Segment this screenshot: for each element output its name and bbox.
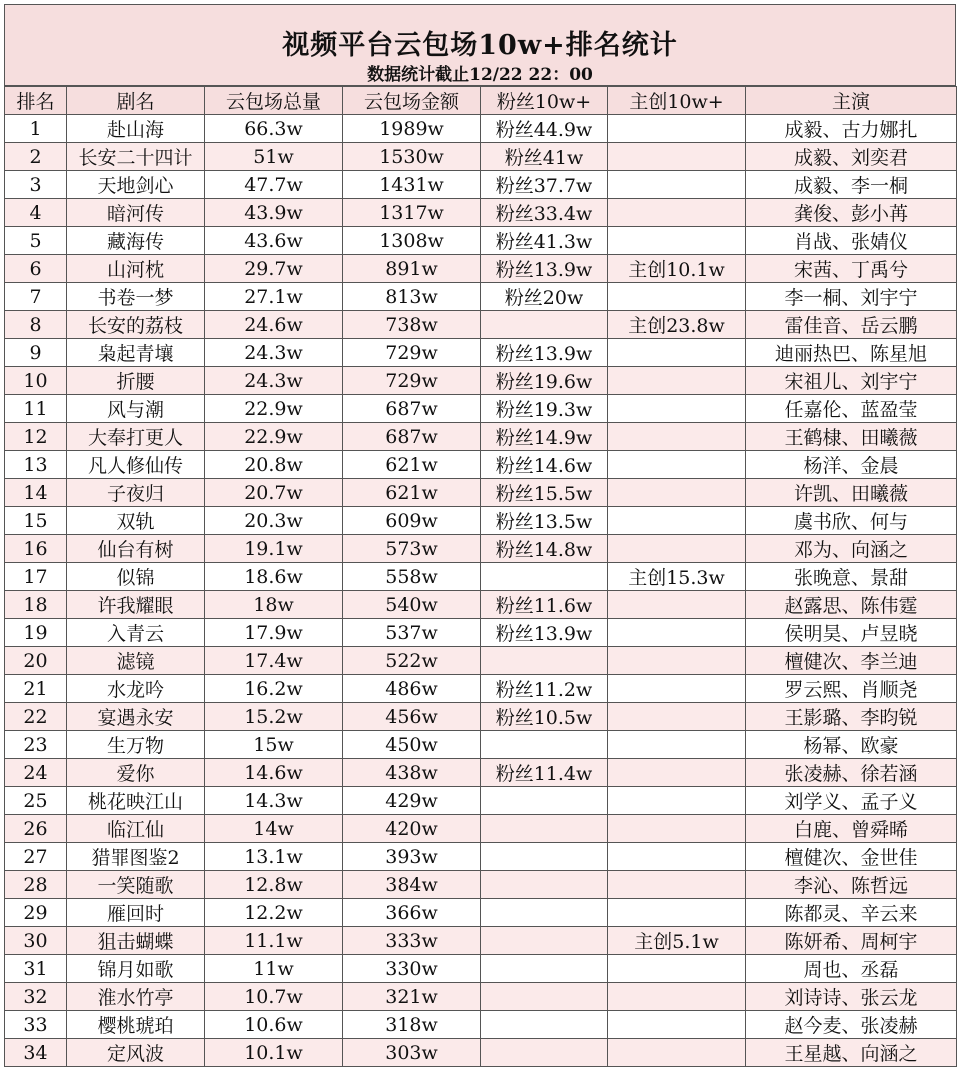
title-cell: 宴遇永安 xyxy=(67,703,205,731)
total-cell: 14.3w xyxy=(205,787,343,815)
table-row xyxy=(5,227,957,255)
header-row xyxy=(5,87,957,115)
creator-cell xyxy=(608,675,746,703)
rank-cell: 12 xyxy=(5,423,67,451)
table-row xyxy=(5,759,957,787)
table-row xyxy=(5,619,957,647)
table-row xyxy=(5,787,957,815)
creator-cell xyxy=(608,339,746,367)
creator-cell xyxy=(608,899,746,927)
title-cell: 枭起青壤 xyxy=(67,339,205,367)
total-cell: 47.7w xyxy=(205,171,343,199)
total-cell: 24.3w xyxy=(205,339,343,367)
total-cell: 24.6w xyxy=(205,311,343,339)
total-cell: 51w xyxy=(205,143,343,171)
amount-cell: 384w xyxy=(343,871,481,899)
ranking-sheet xyxy=(4,4,956,1067)
fans-cell: 粉丝13.5w xyxy=(481,507,608,535)
cast-cell: 王星越、向涵之 xyxy=(746,1039,957,1067)
rank-cell: 33 xyxy=(5,1011,67,1039)
title-cell: 长安二十四计 xyxy=(67,143,205,171)
table-row xyxy=(5,983,957,1011)
amount-cell: 1431w xyxy=(343,171,481,199)
header-rank: 排名 xyxy=(5,87,67,115)
cast-cell: 罗云熙、肖顺尧 xyxy=(746,675,957,703)
header-cast: 主演 xyxy=(746,87,957,115)
ranking-table xyxy=(4,86,957,1067)
cast-cell: 周也、丞磊 xyxy=(746,955,957,983)
title-cell: 书卷一梦 xyxy=(67,283,205,311)
title-cell: 天地剑心 xyxy=(67,171,205,199)
cast-cell: 刘诗诗、张云龙 xyxy=(746,983,957,1011)
fans-cell: 粉丝11.2w xyxy=(481,675,608,703)
total-cell: 20.3w xyxy=(205,507,343,535)
fans-cell: 粉丝19.6w xyxy=(481,367,608,395)
title-cell: 凡人修仙传 xyxy=(67,451,205,479)
creator-cell xyxy=(608,815,746,843)
table-row xyxy=(5,143,957,171)
fans-cell xyxy=(481,1039,608,1067)
creator-cell xyxy=(608,367,746,395)
rank-cell: 11 xyxy=(5,395,67,423)
creator-cell xyxy=(608,955,746,983)
rank-cell: 1 xyxy=(5,115,67,143)
table-row xyxy=(5,451,957,479)
total-cell: 12.2w xyxy=(205,899,343,927)
creator-cell: 主创15.3w xyxy=(608,563,746,591)
creator-cell xyxy=(608,647,746,675)
fans-cell: 粉丝14.6w xyxy=(481,451,608,479)
rank-cell: 14 xyxy=(5,479,67,507)
total-cell: 29.7w xyxy=(205,255,343,283)
creator-cell xyxy=(608,199,746,227)
total-cell: 24.3w xyxy=(205,367,343,395)
amount-cell: 450w xyxy=(343,731,481,759)
title-cell: 子夜归 xyxy=(67,479,205,507)
creator-cell xyxy=(608,731,746,759)
total-cell: 18w xyxy=(205,591,343,619)
title-cell: 双轨 xyxy=(67,507,205,535)
title-cell: 似锦 xyxy=(67,563,205,591)
total-cell: 27.1w xyxy=(205,283,343,311)
fans-cell xyxy=(481,647,608,675)
table-row xyxy=(5,283,957,311)
creator-cell xyxy=(608,507,746,535)
title-cell: 桃花映江山 xyxy=(67,787,205,815)
header-fans: 粉丝10w+ xyxy=(481,87,608,115)
table-row xyxy=(5,1039,957,1067)
fans-cell xyxy=(481,983,608,1011)
amount-cell: 891w xyxy=(343,255,481,283)
total-cell: 43.6w xyxy=(205,227,343,255)
cast-cell: 赵露思、陈伟霆 xyxy=(746,591,957,619)
table-row xyxy=(5,1011,957,1039)
table-row xyxy=(5,647,957,675)
cast-cell: 成毅、刘奕君 xyxy=(746,143,957,171)
amount-cell: 1530w xyxy=(343,143,481,171)
table-row xyxy=(5,675,957,703)
total-cell: 10.7w xyxy=(205,983,343,1011)
amount-cell: 438w xyxy=(343,759,481,787)
table-row xyxy=(5,479,957,507)
amount-cell: 621w xyxy=(343,451,481,479)
fans-cell: 粉丝20w xyxy=(481,283,608,311)
rank-cell: 17 xyxy=(5,563,67,591)
rank-cell: 15 xyxy=(5,507,67,535)
fans-cell: 粉丝41w xyxy=(481,143,608,171)
rank-cell: 6 xyxy=(5,255,67,283)
cast-cell: 许凯、田曦薇 xyxy=(746,479,957,507)
fans-cell xyxy=(481,871,608,899)
cast-cell: 陈妍希、周柯宇 xyxy=(746,927,957,955)
cast-cell: 陈都灵、辛云来 xyxy=(746,899,957,927)
table-row xyxy=(5,395,957,423)
fans-cell: 粉丝33.4w xyxy=(481,199,608,227)
cast-cell: 邓为、向涵之 xyxy=(746,535,957,563)
amount-cell: 393w xyxy=(343,843,481,871)
creator-cell xyxy=(608,171,746,199)
amount-cell: 558w xyxy=(343,563,481,591)
title-cell: 狙击蝴蝶 xyxy=(67,927,205,955)
cast-cell: 虞书欣、何与 xyxy=(746,507,957,535)
title-cell: 水龙吟 xyxy=(67,675,205,703)
amount-cell: 420w xyxy=(343,815,481,843)
cast-cell: 李沁、陈哲远 xyxy=(746,871,957,899)
title-box xyxy=(4,4,956,86)
title-cell: 樱桃琥珀 xyxy=(67,1011,205,1039)
rank-cell: 7 xyxy=(5,283,67,311)
total-cell: 22.9w xyxy=(205,395,343,423)
table-row xyxy=(5,731,957,759)
amount-cell: 1317w xyxy=(343,199,481,227)
creator-cell xyxy=(608,703,746,731)
rank-cell: 3 xyxy=(5,171,67,199)
rank-cell: 32 xyxy=(5,983,67,1011)
rank-cell: 8 xyxy=(5,311,67,339)
amount-cell: 537w xyxy=(343,619,481,647)
fans-cell: 粉丝11.4w xyxy=(481,759,608,787)
title-cell: 生万物 xyxy=(67,731,205,759)
title-cell: 折腰 xyxy=(67,367,205,395)
table-row xyxy=(5,311,957,339)
total-cell: 13.1w xyxy=(205,843,343,871)
table-row xyxy=(5,927,957,955)
total-cell: 18.6w xyxy=(205,563,343,591)
table-row xyxy=(5,871,957,899)
table-row xyxy=(5,563,957,591)
amount-cell: 330w xyxy=(343,955,481,983)
fans-cell: 粉丝41.3w xyxy=(481,227,608,255)
cast-cell: 侯明昊、卢昱晓 xyxy=(746,619,957,647)
total-cell: 15.2w xyxy=(205,703,343,731)
fans-cell: 粉丝13.9w xyxy=(481,255,608,283)
rank-cell: 19 xyxy=(5,619,67,647)
total-cell: 10.6w xyxy=(205,1011,343,1039)
creator-cell xyxy=(608,1011,746,1039)
table-row xyxy=(5,815,957,843)
rank-cell: 18 xyxy=(5,591,67,619)
title-cell: 淮水竹亭 xyxy=(67,983,205,1011)
total-cell: 66.3w xyxy=(205,115,343,143)
title-cell: 滤镜 xyxy=(67,647,205,675)
amount-cell: 366w xyxy=(343,899,481,927)
fans-cell xyxy=(481,563,608,591)
creator-cell xyxy=(608,619,746,647)
cast-cell: 雷佳音、岳云鹏 xyxy=(746,311,957,339)
total-cell: 15w xyxy=(205,731,343,759)
rank-cell: 20 xyxy=(5,647,67,675)
fans-cell: 粉丝13.9w xyxy=(481,339,608,367)
table-row xyxy=(5,535,957,563)
table-row xyxy=(5,899,957,927)
title-cell: 定风波 xyxy=(67,1039,205,1067)
creator-cell: 主创10.1w xyxy=(608,255,746,283)
rank-cell: 22 xyxy=(5,703,67,731)
creator-cell xyxy=(608,871,746,899)
rank-cell: 16 xyxy=(5,535,67,563)
total-cell: 43.9w xyxy=(205,199,343,227)
amount-cell: 729w xyxy=(343,339,481,367)
table-row xyxy=(5,703,957,731)
amount-cell: 573w xyxy=(343,535,481,563)
amount-cell: 318w xyxy=(343,1011,481,1039)
fans-cell xyxy=(481,1011,608,1039)
creator-cell: 主创5.1w xyxy=(608,927,746,955)
fans-cell: 粉丝15.5w xyxy=(481,479,608,507)
total-cell: 12.8w xyxy=(205,871,343,899)
title-cell: 雁回时 xyxy=(67,899,205,927)
rank-cell: 27 xyxy=(5,843,67,871)
fans-cell: 粉丝44.9w xyxy=(481,115,608,143)
rank-cell: 29 xyxy=(5,899,67,927)
table-row xyxy=(5,199,957,227)
cast-cell: 宋茜、丁禹兮 xyxy=(746,255,957,283)
amount-cell: 738w xyxy=(343,311,481,339)
total-cell: 19.1w xyxy=(205,535,343,563)
rank-cell: 25 xyxy=(5,787,67,815)
total-cell: 11.1w xyxy=(205,927,343,955)
cast-cell: 白鹿、曾舜晞 xyxy=(746,815,957,843)
cast-cell: 赵今麦、张凌赫 xyxy=(746,1011,957,1039)
table-row xyxy=(5,423,957,451)
rank-cell: 26 xyxy=(5,815,67,843)
total-cell: 11w xyxy=(205,955,343,983)
title-cell: 临江仙 xyxy=(67,815,205,843)
fans-cell: 粉丝10.5w xyxy=(481,703,608,731)
creator-cell xyxy=(608,283,746,311)
amount-cell: 333w xyxy=(343,927,481,955)
title-cell: 许我耀眼 xyxy=(67,591,205,619)
fans-cell xyxy=(481,787,608,815)
rank-cell: 13 xyxy=(5,451,67,479)
cast-cell: 张晚意、景甜 xyxy=(746,563,957,591)
cast-cell: 迪丽热巴、陈星旭 xyxy=(746,339,957,367)
cast-cell: 肖战、张婧仪 xyxy=(746,227,957,255)
creator-cell xyxy=(608,759,746,787)
table-row xyxy=(5,507,957,535)
amount-cell: 522w xyxy=(343,647,481,675)
table-row xyxy=(5,115,957,143)
title-cell: 风与潮 xyxy=(67,395,205,423)
page-title: 视频平台云包场10w+排名统计 xyxy=(282,30,678,61)
amount-cell: 303w xyxy=(343,1039,481,1067)
title-cell: 暗河传 xyxy=(67,199,205,227)
rank-cell: 28 xyxy=(5,871,67,899)
cast-cell: 龚俊、彭小苒 xyxy=(746,199,957,227)
title-cell: 山河枕 xyxy=(67,255,205,283)
total-cell: 16.2w xyxy=(205,675,343,703)
fans-cell: 粉丝14.8w xyxy=(481,535,608,563)
title-cell: 赴山海 xyxy=(67,115,205,143)
fans-cell: 粉丝13.9w xyxy=(481,619,608,647)
creator-cell xyxy=(608,451,746,479)
total-cell: 20.8w xyxy=(205,451,343,479)
header-title: 剧名 xyxy=(67,87,205,115)
title-cell: 长安的荔枝 xyxy=(67,311,205,339)
table-row xyxy=(5,843,957,871)
rank-cell: 9 xyxy=(5,339,67,367)
amount-cell: 429w xyxy=(343,787,481,815)
title-cell: 爱你 xyxy=(67,759,205,787)
title-cell: 一笑随歌 xyxy=(67,871,205,899)
creator-cell xyxy=(608,787,746,815)
amount-cell: 621w xyxy=(343,479,481,507)
creator-cell xyxy=(608,535,746,563)
cast-cell: 宋祖儿、刘宇宁 xyxy=(746,367,957,395)
table-row xyxy=(5,255,957,283)
rank-cell: 21 xyxy=(5,675,67,703)
rank-cell: 23 xyxy=(5,731,67,759)
creator-cell xyxy=(608,1039,746,1067)
header-total: 云包场总量 xyxy=(205,87,343,115)
cast-cell: 任嘉伦、蓝盈莹 xyxy=(746,395,957,423)
amount-cell: 1989w xyxy=(343,115,481,143)
amount-cell: 813w xyxy=(343,283,481,311)
creator-cell xyxy=(608,479,746,507)
creator-cell xyxy=(608,395,746,423)
creator-cell xyxy=(608,843,746,871)
title-cell: 藏海传 xyxy=(67,227,205,255)
total-cell: 14w xyxy=(205,815,343,843)
amount-cell: 486w xyxy=(343,675,481,703)
cast-cell: 檀健次、李兰迪 xyxy=(746,647,957,675)
creator-cell: 主创23.8w xyxy=(608,311,746,339)
total-cell: 14.6w xyxy=(205,759,343,787)
fans-cell xyxy=(481,899,608,927)
header-creator: 主创10w+ xyxy=(608,87,746,115)
creator-cell xyxy=(608,591,746,619)
rank-cell: 10 xyxy=(5,367,67,395)
cast-cell: 成毅、古力娜扎 xyxy=(746,115,957,143)
rank-cell: 2 xyxy=(5,143,67,171)
amount-cell: 687w xyxy=(343,395,481,423)
creator-cell xyxy=(608,423,746,451)
fans-cell xyxy=(481,311,608,339)
total-cell: 22.9w xyxy=(205,423,343,451)
amount-cell: 321w xyxy=(343,983,481,1011)
amount-cell: 1308w xyxy=(343,227,481,255)
table-row xyxy=(5,367,957,395)
amount-cell: 609w xyxy=(343,507,481,535)
title-cell: 仙台有树 xyxy=(67,535,205,563)
header-amount: 云包场金额 xyxy=(343,87,481,115)
fans-cell: 粉丝14.9w xyxy=(481,423,608,451)
fans-cell xyxy=(481,731,608,759)
fans-cell: 粉丝11.6w xyxy=(481,591,608,619)
fans-cell xyxy=(481,815,608,843)
title-cell: 锦月如歌 xyxy=(67,955,205,983)
cast-cell: 刘学义、孟子义 xyxy=(746,787,957,815)
fans-cell xyxy=(481,843,608,871)
rank-cell: 34 xyxy=(5,1039,67,1067)
table-row xyxy=(5,339,957,367)
total-cell: 17.9w xyxy=(205,619,343,647)
cast-cell: 杨幂、欧豪 xyxy=(746,731,957,759)
total-cell: 17.4w xyxy=(205,647,343,675)
creator-cell xyxy=(608,983,746,1011)
rank-cell: 4 xyxy=(5,199,67,227)
rank-cell: 31 xyxy=(5,955,67,983)
cast-cell: 张凌赫、徐若涵 xyxy=(746,759,957,787)
amount-cell: 687w xyxy=(343,423,481,451)
cast-cell: 成毅、李一桐 xyxy=(746,171,957,199)
creator-cell xyxy=(608,115,746,143)
amount-cell: 456w xyxy=(343,703,481,731)
cast-cell: 王鹤棣、田曦薇 xyxy=(746,423,957,451)
creator-cell xyxy=(608,227,746,255)
table-row xyxy=(5,171,957,199)
cast-cell: 李一桐、刘宇宁 xyxy=(746,283,957,311)
total-cell: 20.7w xyxy=(205,479,343,507)
title-cell: 入青云 xyxy=(67,619,205,647)
cast-cell: 王影璐、李昀锐 xyxy=(746,703,957,731)
amount-cell: 540w xyxy=(343,591,481,619)
rank-cell: 5 xyxy=(5,227,67,255)
total-cell: 10.1w xyxy=(205,1039,343,1067)
title-cell: 猎罪图鉴2 xyxy=(67,843,205,871)
fans-cell: 粉丝37.7w xyxy=(481,171,608,199)
cast-cell: 杨洋、金晨 xyxy=(746,451,957,479)
fans-cell xyxy=(481,955,608,983)
rank-cell: 30 xyxy=(5,927,67,955)
table-row xyxy=(5,955,957,983)
title-cell: 大奉打更人 xyxy=(67,423,205,451)
table-row xyxy=(5,591,957,619)
page-subtitle: 数据统计截止12/22 22：00 xyxy=(367,65,593,85)
creator-cell xyxy=(608,143,746,171)
fans-cell: 粉丝19.3w xyxy=(481,395,608,423)
fans-cell xyxy=(481,927,608,955)
cast-cell: 檀健次、金世佳 xyxy=(746,843,957,871)
amount-cell: 729w xyxy=(343,367,481,395)
rank-cell: 24 xyxy=(5,759,67,787)
